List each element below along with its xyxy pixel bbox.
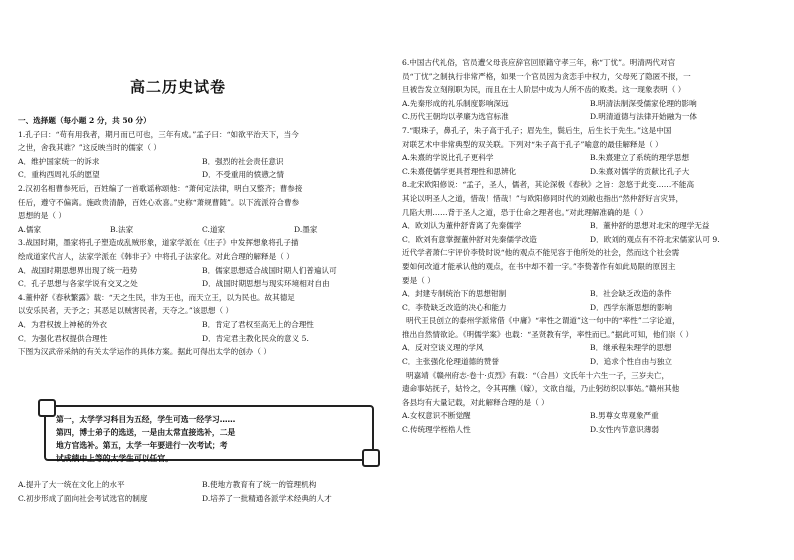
q1-option-c[interactable]: C．重构西周礼乐的愿望 bbox=[18, 170, 100, 180]
q4-option-d[interactable]: D．肯定君主教化民众的意义 5. bbox=[202, 333, 309, 343]
q7-option-b[interactable]: B.朱熹建立了系统的理学思想 bbox=[590, 153, 690, 163]
q11-options bbox=[402, 409, 778, 423]
q8-options bbox=[402, 219, 778, 233]
q6-option-c[interactable]: C.历代王朝均以孝廉为选官标准 bbox=[402, 112, 509, 122]
q10-line-2: 推出自然情欲论。《明儒学案》也载：“圣贤教有学，率性而已。”据此可知，他们崇（ ） bbox=[402, 329, 694, 339]
q2-option-d[interactable]: D.墨家 bbox=[294, 224, 318, 234]
q3-options bbox=[18, 264, 386, 278]
q2-line-1: 2.汉初名相曹参死后，百姓编了一首歌谣称颂他：“萧何定法律，明白又整齐；曹参接 bbox=[18, 183, 303, 193]
q6-option-b[interactable]: B.明清法制深受儒家伦理的影响 bbox=[590, 98, 697, 108]
q8-option-d[interactable]: D．欧刘的观点有不符北宋儒家认可 9. bbox=[590, 234, 720, 244]
q9-option-c[interactable]: C．李贽缺乏改造的决心和能力 bbox=[402, 302, 507, 312]
q11-option-c[interactable]: C.传统理学桎梏人性 bbox=[402, 425, 471, 435]
section-heading: 一、选择题（每小题 2 分，共 50 分） bbox=[18, 116, 151, 125]
q4-options bbox=[18, 318, 386, 332]
box-line-2: 第四，博士弟子的选送，一是由太常直接选补，二是 bbox=[56, 428, 236, 437]
q9-line-3: 要是（ ） bbox=[402, 275, 435, 285]
q9-options-2 bbox=[402, 301, 778, 315]
q3-line-2: 绘成道家代言人，法家学派在《韩非子》中将孔子法家化。对此合理的解释是（ ） bbox=[18, 251, 294, 261]
q6-options bbox=[402, 97, 778, 111]
q4-line-1: 4.董仲舒《春秋繁露》载：“天之生民，非为王也，而天立王，以为民也。故其德足 bbox=[18, 292, 295, 302]
q2-option-c[interactable]: C.道家 bbox=[202, 224, 226, 234]
q4-option-c[interactable]: C．为强化君权提供合理性 bbox=[18, 333, 108, 343]
q11-line-2: 遗命事姑抚子，姑怜之，令其再醮（嫁），文欲自缢，乃止躬纺织以事姑。”赣州其他 bbox=[402, 384, 680, 394]
q8-option-b[interactable]: B．董仲舒的思想对北宋的理学无益 bbox=[590, 221, 710, 231]
q3-option-c[interactable]: C．孔子思想与各家学说有交叉之处 bbox=[18, 279, 138, 289]
q5-line-1: 下图为汉武帝采纳的有关太学运作的具体方案。据此可得出太学的创办（ ） bbox=[18, 347, 272, 357]
q11-options-2 bbox=[402, 423, 778, 437]
q7-option-d[interactable]: D.朱熹对儒学的贡献比孔子大 bbox=[590, 166, 690, 176]
q6-line-3: 旦被告发立刻削职为民，而且在士人阶层中成为人所不齿的败类。这一现象表明（ ） bbox=[402, 85, 686, 95]
q2-option-a[interactable]: A.儒家 bbox=[18, 224, 42, 234]
q1-line-1: 1.孔子曰：“苟有用我者，期月而已可也，三年有成。”孟子曰：“如欲平治天下，当今 bbox=[18, 129, 299, 139]
q9-line-2: 要如何改道才能承认他的观点，在书中却不着一字。”李贽著作有如此局限的原因主 bbox=[402, 261, 676, 271]
q5-options bbox=[18, 478, 386, 492]
q8-options-2 bbox=[402, 233, 778, 247]
q3-option-a[interactable]: A．战国时期思想界出现了统一趋势 bbox=[18, 265, 138, 275]
q6-line-1: 6.中国古代礼俗，官员遭父母丧应辞官回原籍守孝三年，称“丁忧”。明清两代对官 bbox=[402, 58, 676, 67]
q7-options bbox=[402, 151, 778, 165]
q10-option-d[interactable]: D．追求个性自由与独立 bbox=[590, 357, 673, 367]
q4-option-b[interactable]: B．肯定了君权至高无上的合理性 bbox=[202, 319, 314, 329]
q9-option-d[interactable]: D．西学东渐思想的影响 bbox=[590, 302, 673, 312]
q10-line-1: 明代王艮创立的泰州学派常借《中庸》“率性之谓道”这一句中的“率性”二字论道， bbox=[406, 316, 680, 326]
q6-option-a[interactable]: A.先秦形成的礼乐制度影响深远 bbox=[402, 98, 509, 108]
q1-option-d[interactable]: D．不受重用的愤懑之情 bbox=[202, 170, 285, 180]
q11-line-3: 各县均有大量记载，对此解释合理的是（ ） bbox=[402, 397, 549, 407]
q1-options-2 bbox=[18, 168, 386, 182]
q10-options-2 bbox=[402, 355, 778, 369]
q8-line-1: 8.北宋欧阳修说：“孟子，圣人，儒者，其论深极《春秋》之旨：忽悠于此变……不能高 bbox=[402, 180, 695, 190]
q11-line-1: 明嘉靖《赣州府志·卷十·贞烈》有载：“（合昌）文氏年十六生一子，三岁夫亡， bbox=[406, 370, 670, 380]
q8-option-c[interactable]: C．欧刘有意掌握董仲舒对先秦儒学改造 bbox=[402, 234, 537, 244]
q9-line-1: 近代学者萧仁宇评价李贽时说“他的观点不能见容于他所处的社会，然而这个社会需 bbox=[402, 248, 680, 258]
q7-option-c[interactable]: C.朱熹使儒学更具哲理性和思辨化 bbox=[402, 166, 517, 176]
q5-option-d[interactable]: D.培养了一批精通各派学术经典的人才 bbox=[202, 493, 332, 503]
q3-option-d[interactable]: D．战国时期思想与现实环境相对自由 bbox=[202, 279, 330, 289]
q5-option-c[interactable]: C.初步形成了面向社会考试选官的制度 bbox=[18, 493, 148, 503]
q3-line-1: 3.战国时期，墨家将孔子塑造成乱贼形象，道家学派在《庄子》中发挥想象将孔子描 bbox=[18, 238, 299, 248]
q11-option-a[interactable]: A.女权意识不断觉醒 bbox=[402, 411, 471, 421]
q2-line-3: 思想的是（ ） bbox=[18, 211, 66, 221]
q6-line-2: 员“丁忧”之制执行非常严格，如果一个官员因为贪恋手中权力，父母死了隐匿不报，一 bbox=[402, 71, 691, 81]
q9-options bbox=[402, 287, 778, 301]
q9-option-a[interactable]: A．封建专制统治下的思想钳制 bbox=[402, 289, 507, 299]
q7-line-1: 7.“眼珠子，鼻孔子，朱子高于孔子；眉先生，鬓后生，后生长于先生。”这是中国 bbox=[402, 125, 672, 135]
q10-option-c[interactable]: C．主张强化伦理道德的赞誉 bbox=[402, 357, 499, 367]
q7-line-2: 对联艺术中非常典型的双关联。下列对“朱子高于孔子”喻意的最佳解释是（ ） bbox=[402, 139, 663, 149]
q8-line-2: 其论以明圣人之道，惜哉！惜哉！”与欧阳修同时代的刘敞也指出“然仲舒好言灾异， bbox=[402, 193, 684, 203]
q8-option-a[interactable]: A．欧刘认为董仲舒背离了先秦儒学 bbox=[402, 221, 522, 231]
q7-option-a[interactable]: A.朱熹的学说比孔子更科学 bbox=[402, 153, 494, 163]
box-line-4: 试成绩中上等的太学生可以任官。 bbox=[56, 454, 173, 463]
exam-title: 高二历史试卷 bbox=[130, 78, 227, 96]
taixue-quote-box bbox=[44, 405, 374, 461]
q1-option-b[interactable]: B．强烈的社会责任意识 bbox=[202, 156, 284, 166]
q2-line-2: 任后，遵守不偏离。施政贵清静，百姓心欢喜。”史称“萧规曹随”。以下流派符合曹参 bbox=[18, 197, 300, 207]
q1-line-2: 之世，舍我其谁？”这反映当时的儒家（ ） bbox=[18, 143, 161, 153]
q2-option-b[interactable]: B.法家 bbox=[110, 224, 134, 234]
q1-options bbox=[18, 155, 386, 169]
q10-option-b[interactable]: B．继承程朱理学的思想 bbox=[590, 343, 672, 353]
q3-options-2 bbox=[18, 277, 386, 291]
q3-option-b[interactable]: B．儒家思想适合战国时期人们普遍认可 bbox=[202, 265, 337, 275]
q5-option-b[interactable]: B.使地方教育有了统一的管理机构 bbox=[202, 480, 317, 489]
q2-options bbox=[18, 223, 386, 237]
q1-option-a[interactable]: A．维护国家统一的诉求 bbox=[18, 156, 100, 166]
box-line-1: 第一，太学学习科目为五经，学生可选一经学习…… bbox=[56, 415, 236, 424]
q6-option-d[interactable]: D.明清道德与法律开始融为一体 bbox=[590, 112, 697, 122]
q9-option-b[interactable]: B．社会缺乏改造的条件 bbox=[590, 289, 672, 299]
q7-options-2 bbox=[402, 165, 778, 179]
q11-option-b[interactable]: B.男尊女卑观象严重 bbox=[590, 411, 659, 421]
q10-option-a[interactable]: A．反对空谈义理的学风 bbox=[402, 343, 484, 353]
q10-options bbox=[402, 341, 778, 355]
box-line-3: 地方官选补。第五，太学一年要进行一次考试；考 bbox=[56, 441, 228, 450]
q8-line-3: 几陷大刑……背于圣人之道，恐于仕命之理者也。”对此理解准确的是（ ） bbox=[402, 207, 648, 217]
q4-options-2 bbox=[18, 332, 386, 346]
q5-option-a[interactable]: A.提升了大一统在文化上的水平 bbox=[18, 480, 125, 489]
q4-line-2: 以安乐民者，天予之；其恶足以贼害民者，天夺之。”该思想（ ） bbox=[18, 306, 234, 316]
q4-option-a[interactable]: A．为君权披上神秘的外衣 bbox=[18, 319, 108, 329]
q6-options-2 bbox=[402, 110, 778, 124]
q11-option-d[interactable]: D.女性内节意识薄弱 bbox=[590, 425, 659, 435]
q5-options-2 bbox=[18, 492, 386, 506]
